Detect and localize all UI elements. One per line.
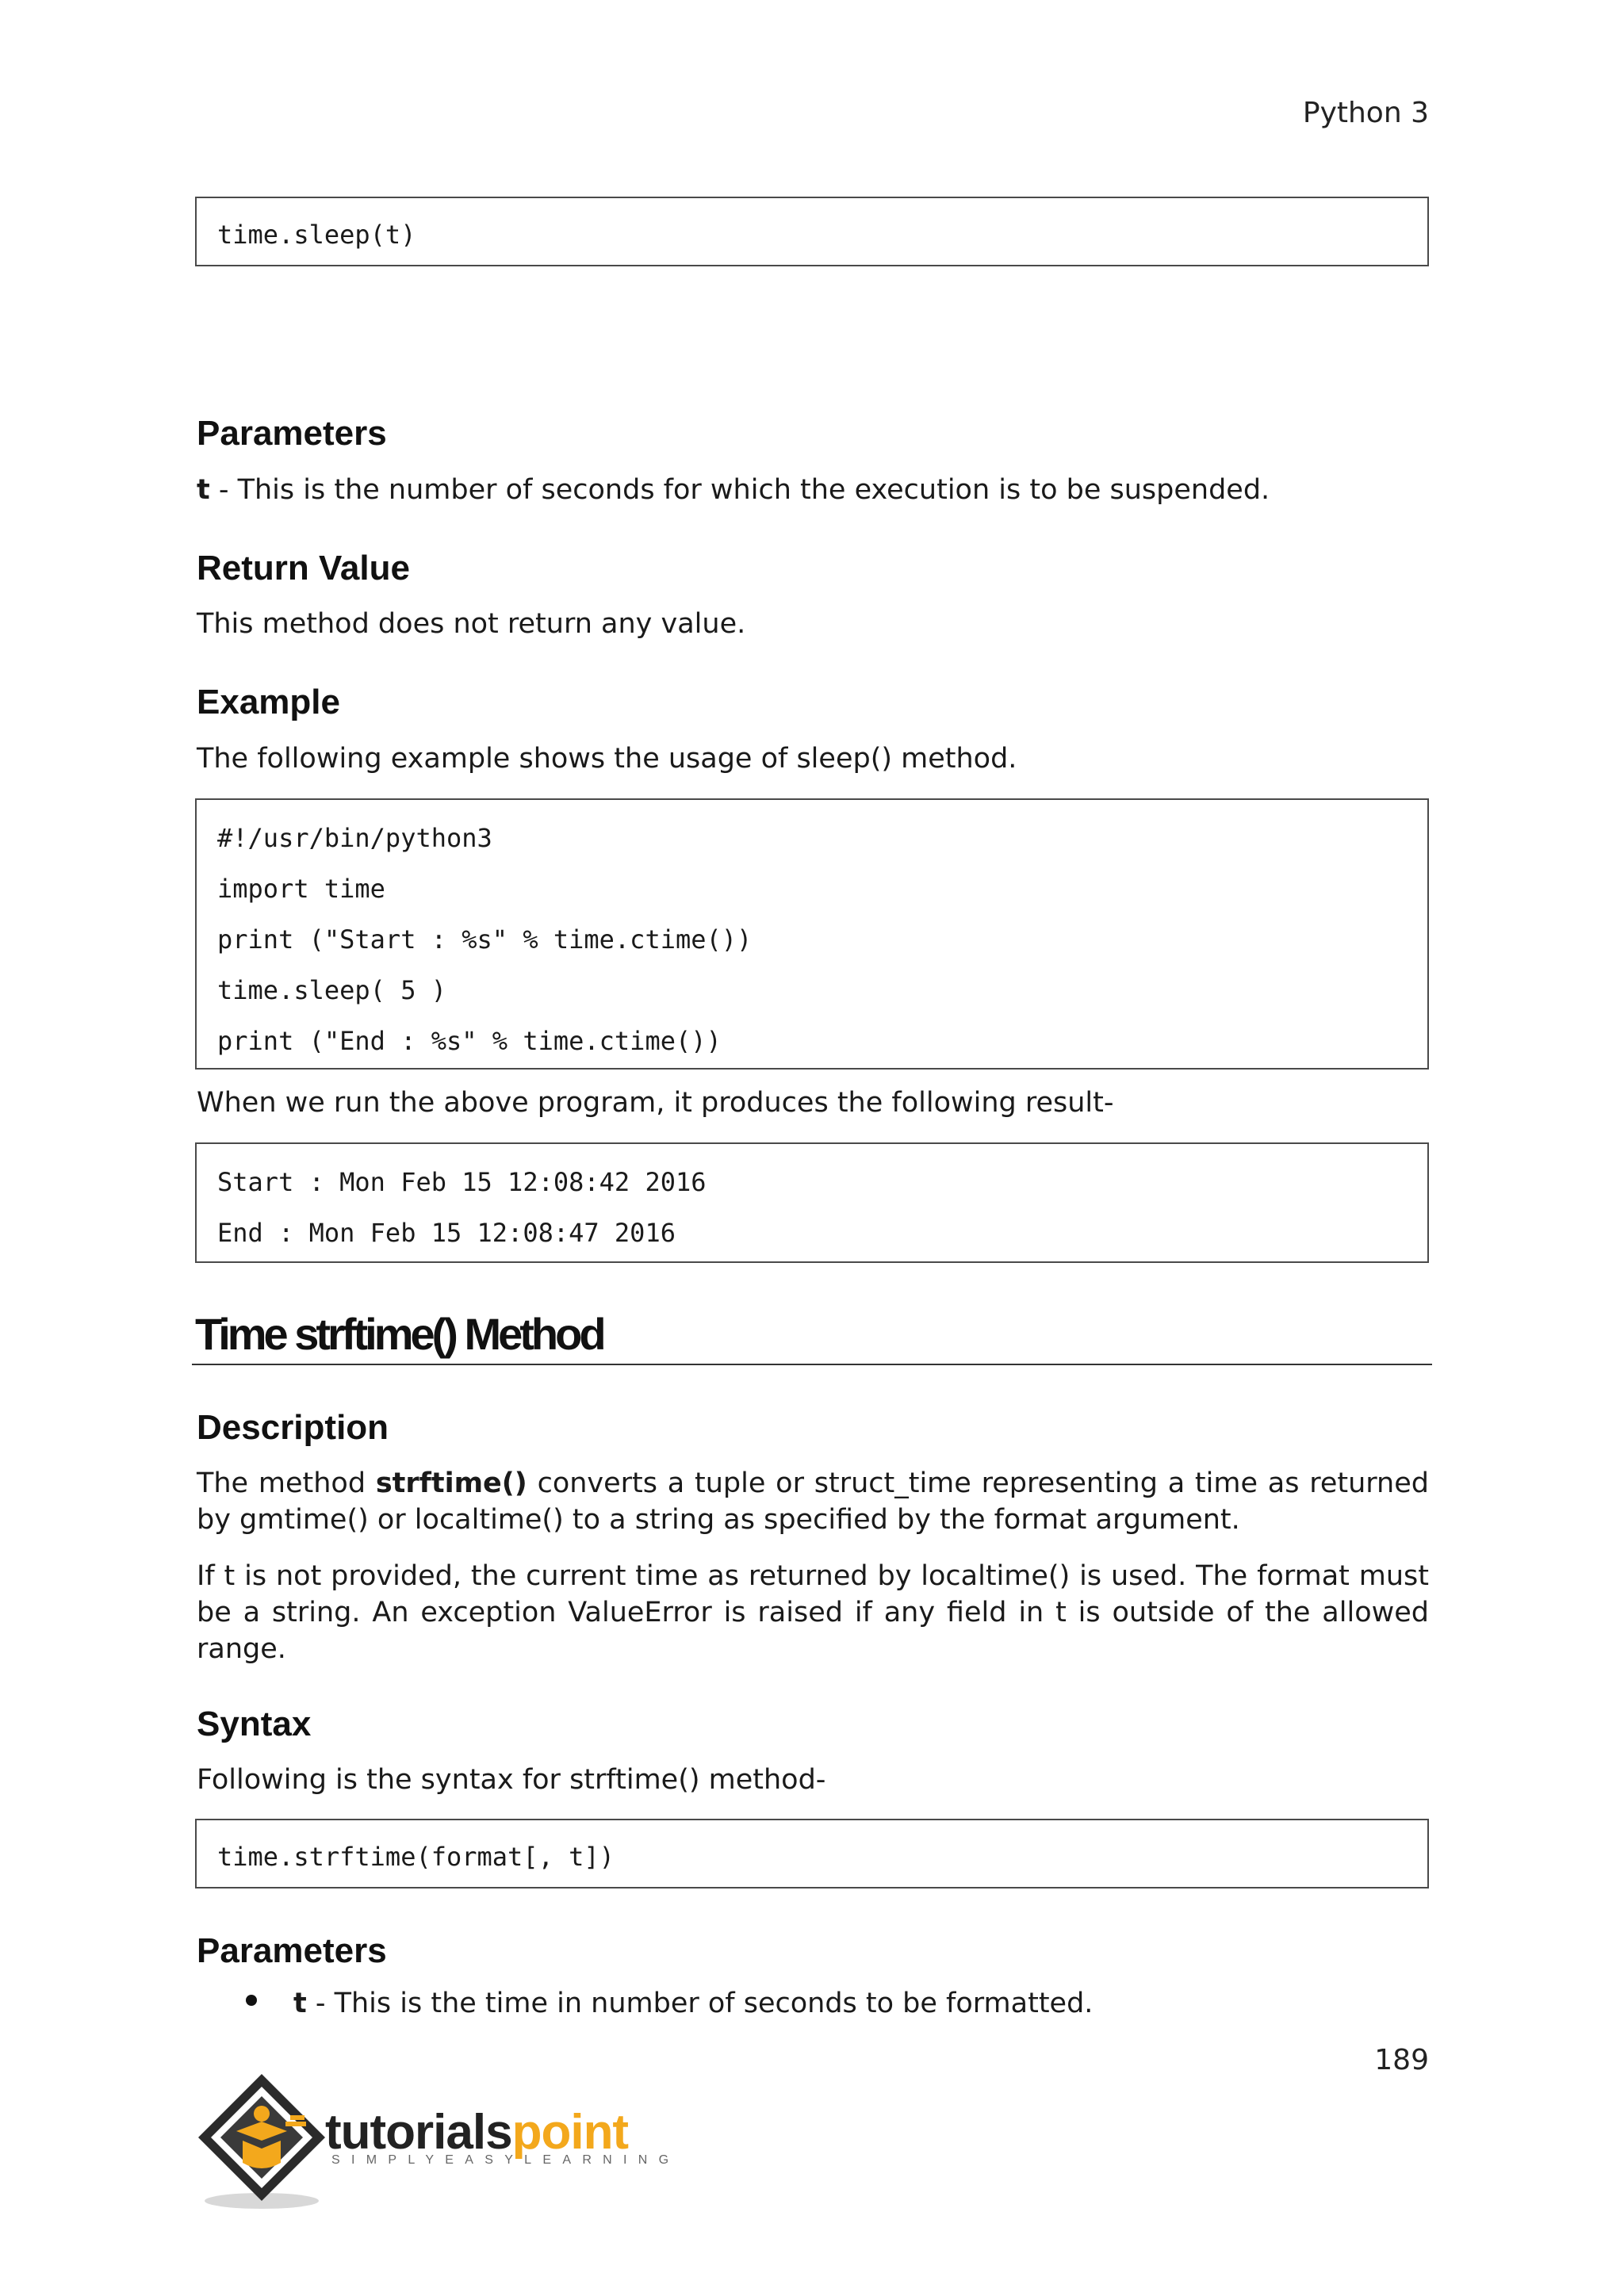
- code-block-sleep-syntax: [195, 197, 1429, 266]
- heading-syntax: Syntax: [197, 1705, 312, 1743]
- description-paragraph-1: [197, 1465, 1429, 1538]
- page-number: 189: [1374, 2044, 1429, 2076]
- desc-bold-method: strftime(): [375, 1468, 527, 1499]
- description-paragraph-2: If t is not provided, the current time as returned by localtime() is used. The format must be a string. An exception ValueError is raised if any field in t is outside of the allowed range.: [197, 1560, 1429, 1665]
- param-text: - This is the time in number of seconds to be formatted.: [306, 1988, 1094, 2019]
- heading-description: Description: [197, 1408, 389, 1447]
- heading-parameters-strftime: Parameters: [197, 1931, 387, 1970]
- logo-tagline: SIMPLYEASYLEARNING: [331, 2153, 680, 2167]
- heading-parameters: Parameters: [197, 414, 387, 453]
- code-line: #!/usr/bin/python3: [217, 823, 492, 853]
- tutorialspoint-logo-icon: [190, 2069, 333, 2212]
- result-intro-text: When we run the above program, it produces the following result-: [197, 1087, 1114, 1119]
- section-divider: [192, 1364, 1432, 1365]
- heading-return-value: Return Value: [197, 549, 410, 587]
- example-text: The following example shows the usage of sleep() method.: [197, 743, 1017, 775]
- code-line: time.sleep( 5 ): [217, 975, 446, 1005]
- logo-wordmark: [325, 2104, 628, 2160]
- logo-text-tutorials: tutorials: [325, 2105, 512, 2160]
- code-line: print ("End : %s" % time.ctime()): [217, 1026, 722, 1056]
- desc-suffix: converts a tuple or struct_time representing a time as returned by gmtime() or localtime() to a string as specified by the format argument.: [197, 1468, 1429, 1536]
- desc-prefix: The method: [197, 1468, 376, 1499]
- code-line: Start : Mon Feb 15 12:08:42 2016: [217, 1167, 707, 1197]
- param-t-description: [197, 472, 1429, 508]
- bullet-icon: [246, 1995, 257, 2006]
- code-line: time.strftime(format[, t]): [217, 1842, 615, 1872]
- section-title-strftime: Time strftime() Method: [195, 1309, 603, 1359]
- param-t-format-description: [293, 1985, 1427, 2022]
- code-line: print ("Start : %s" % time.ctime()): [217, 924, 753, 955]
- syntax-text: Following is the syntax for strftime() method-: [197, 1764, 826, 1796]
- code-block-strftime-syntax: [195, 1819, 1429, 1888]
- param-name: t: [293, 1988, 307, 2019]
- code-block-example: [195, 798, 1429, 1070]
- code-line: time.sleep(t): [217, 220, 416, 250]
- code-line: import time: [217, 874, 385, 904]
- param-text: - This is the number of seconds for which the execution is to be suspended.: [209, 474, 1270, 506]
- return-value-text: This method does not return any value.: [197, 608, 746, 640]
- code-line: End : Mon Feb 15 12:08:47 2016: [217, 1218, 676, 1248]
- running-head: Python 3: [1302, 97, 1429, 129]
- heading-example: Example: [197, 683, 340, 721]
- code-block-output: [195, 1142, 1429, 1263]
- param-name: t: [197, 474, 210, 506]
- logo-text-point: point: [511, 2105, 629, 2160]
